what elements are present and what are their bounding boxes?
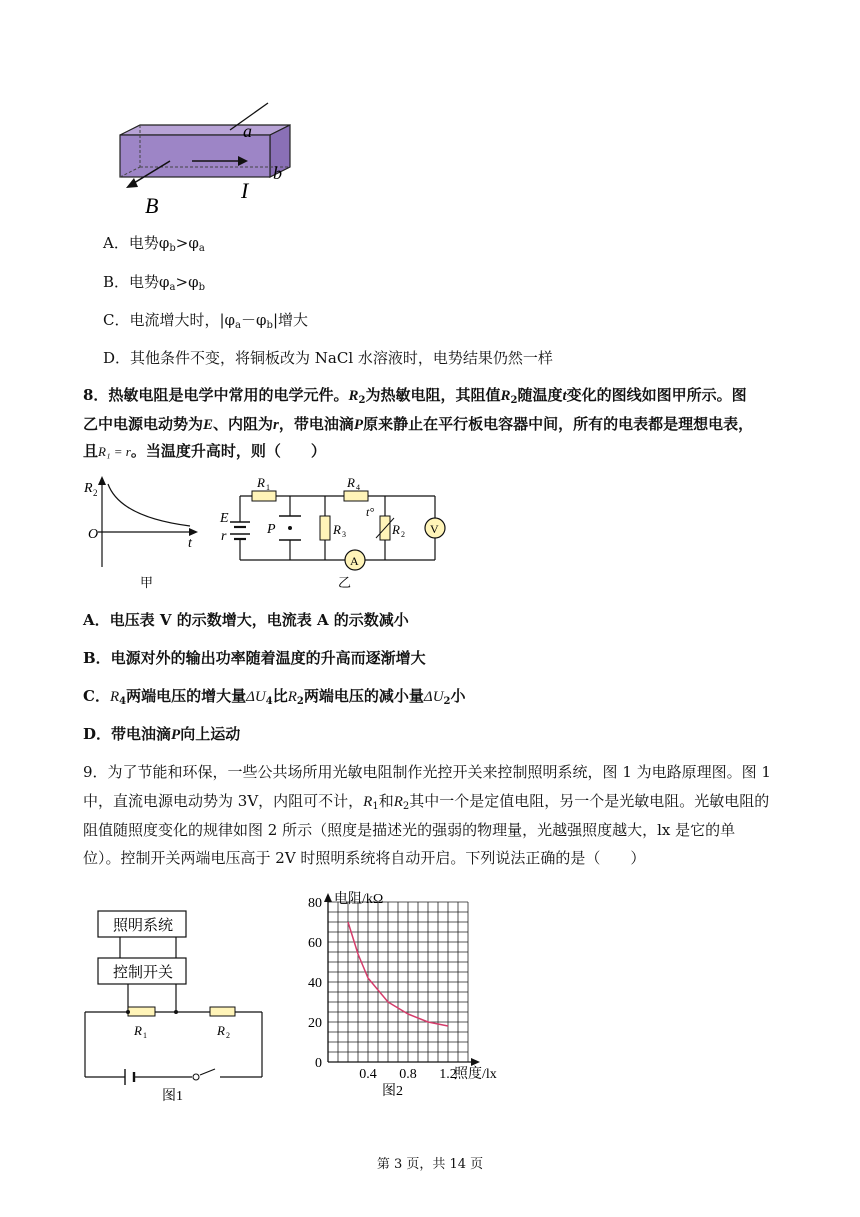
y-axis-label: 电阻/kΩ	[334, 892, 384, 907]
label-R3: R	[333, 522, 341, 537]
svg-text:2: 2	[226, 1031, 230, 1040]
label-P: P	[267, 522, 276, 537]
q8-option-b: B．电源对外的输出功率随着温度的升高而逐渐增大	[83, 649, 426, 667]
x-tick-label: 0.8	[399, 1067, 417, 1082]
graph-R2-label: R	[84, 481, 93, 496]
label-B: B	[145, 193, 159, 218]
voltmeter: V	[430, 522, 439, 536]
label-t-deg: t°	[366, 505, 375, 519]
label-R1: R	[257, 475, 265, 490]
q9-line-2: 中，直流电源电动势为 3V，内阻可不计，$R_1$和$R_2$其中一个是定值电阻，另一个是光敏电阻。光敏电阻的	[83, 792, 770, 812]
y-axis-arrow	[324, 893, 332, 902]
lighting-system-box: 照明系统	[113, 918, 174, 934]
svg-text:4: 4	[356, 483, 360, 492]
q8-option-c: C．$R_4$两端电压的增大量$\Delta U_4$比$R_2$两端电压的减小量$\Delta U_2$小	[83, 687, 466, 707]
fig1-caption: 图1	[162, 1089, 183, 1104]
q9-line-1: 9．为了节能和环保，一些公共场所用光敏电阻制作光控开关来控制照明系统，图 1 为电路原理图。图 1	[83, 763, 771, 781]
page-footer: 第 3 页，共 14 页	[376, 1157, 484, 1172]
label-b: b	[273, 163, 282, 183]
q9-line-3: 阻值随照度变化的规律如图 2 所示（照度是描述光的强弱的物理量，光越强照度越大，lx 是它的单	[83, 821, 736, 839]
q8-option-d: D．带电油滴P向上运动	[83, 725, 241, 743]
y-tick-label: 0	[315, 1056, 322, 1071]
svg-text:2: 2	[93, 488, 98, 498]
svg-text:3: 3	[342, 530, 346, 539]
fig2-caption: 图2	[382, 1084, 403, 1099]
option-b: B．电势$\varphi_a>\varphi_b$	[103, 273, 205, 293]
fig2-chart	[290, 885, 520, 1105]
svg-text:1: 1	[266, 483, 270, 492]
option-c: C．电流增大时，$|\varphi_a-\varphi_b|$增大	[103, 311, 308, 331]
fig1-R2-label: R	[217, 1023, 225, 1038]
svg-text:1: 1	[143, 1031, 147, 1040]
x-tick-label: 0.4	[359, 1067, 377, 1082]
fig1-circuit	[80, 905, 280, 1105]
caption-jia: 甲	[140, 575, 154, 590]
y-tick-label: 40	[308, 976, 322, 991]
label-a: a	[243, 121, 252, 141]
q8-line-1: 8．热敏电阻是电学中常用的电学元件。$R_2$为热敏电阻，其阻值$R_2$随温度t变化的图线如图甲所示。图	[83, 386, 747, 406]
label-I: I	[241, 178, 249, 203]
graph-O-label: O	[88, 527, 99, 542]
x-axis-label: 照度/lx	[454, 1067, 497, 1082]
q8-option-a: A．电压表 V 的示数增大，电流表 A 的示数减小	[83, 611, 409, 629]
svg-text:2: 2	[401, 530, 405, 539]
q8-line-2: 乙中电源电动势为E、内阻为r，带电油滴P原来静止在平行板电容器中间，所有的电表都是理想电表，	[83, 415, 754, 433]
q9-line-4: 位）。控制开关两端电压高于 2V 时照明系统将自动开启。下列说法正确的是（ ）	[83, 849, 646, 867]
option-a: A．电势$\varphi_b>\varphi_a$	[103, 234, 205, 254]
y-tick-label: 80	[308, 896, 322, 911]
fig1-R1-label: R	[134, 1023, 142, 1038]
option-d: D．其他条件不变，将铜板改为 NaCl 水溶液时，电势结果仍然一样	[103, 349, 553, 367]
y-tick-label: 20	[308, 1016, 322, 1031]
label-E: E	[220, 511, 229, 526]
copper-block-figure	[100, 95, 300, 225]
ammeter: A	[350, 554, 359, 568]
q8-figure	[80, 472, 460, 602]
label-R4: R	[347, 475, 355, 490]
label-R2: R	[392, 522, 400, 537]
y-tick-label: 60	[308, 936, 322, 951]
control-switch-box: 控制开关	[113, 965, 174, 981]
x-tick-label: 1.2	[439, 1067, 457, 1082]
x-axis-arrow	[471, 1058, 480, 1066]
caption-yi: 乙	[338, 575, 352, 590]
graph-t-label: t	[188, 536, 192, 551]
label-r: r	[221, 529, 227, 544]
q8-line-3: 且R₁ = r。当温度升高时，则（ ）	[83, 442, 326, 460]
